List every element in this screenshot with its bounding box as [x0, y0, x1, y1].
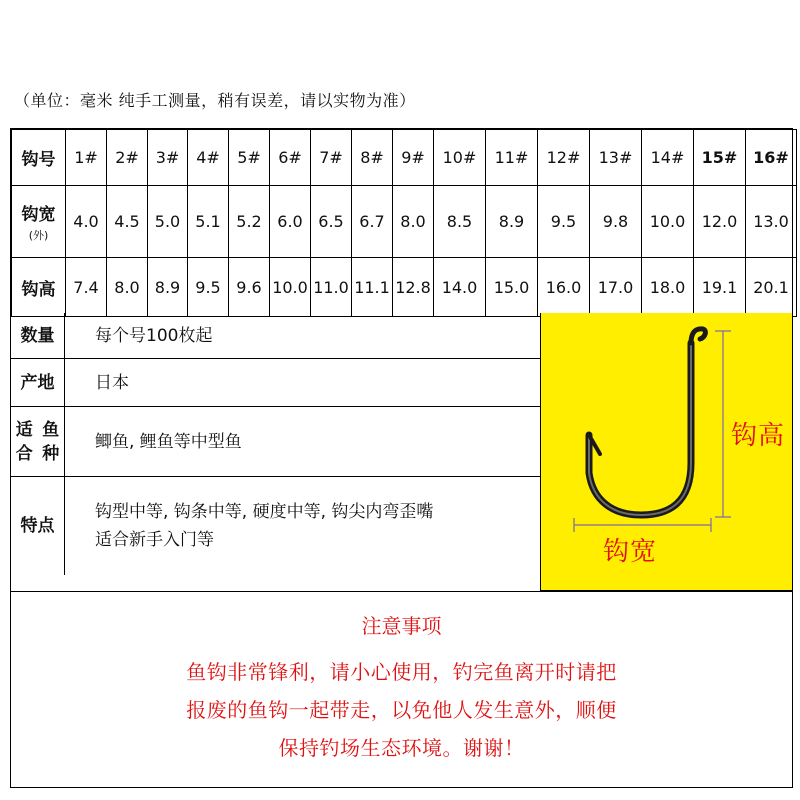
height-cell: 16.0: [538, 258, 590, 317]
size-cell: 12#: [538, 130, 590, 186]
quantity-row: [11, 313, 540, 359]
unit-note: （单位：毫米 纯手工测量，稍有误差，请以实物为准）: [14, 91, 416, 110]
notice-title: 注意事项: [361, 614, 442, 638]
fish-species-label: [11, 407, 65, 476]
features-line-1: 钩型中等, 钩条中等, 硬度中等, 钩尖内弯歪嘴: [95, 502, 434, 522]
quantity-value-text: 每个号100枚起: [95, 325, 213, 346]
width-cell: 5.0: [148, 186, 188, 258]
width-cell: 9.8: [590, 186, 642, 258]
fish-species-row: [11, 407, 540, 477]
width-row-header: [12, 186, 66, 258]
width-cell: 8.5: [434, 186, 486, 258]
height-cell: 9.5: [188, 258, 229, 317]
hook-shape: [589, 329, 705, 515]
height-cell: 12.8: [393, 258, 434, 317]
features-value: [95, 477, 433, 575]
features-row: [11, 477, 540, 575]
product-spec-sheet: [10, 128, 793, 788]
width-row: [12, 186, 797, 258]
size-cell: 6#: [270, 130, 311, 186]
height-cell: 20.1: [746, 258, 797, 317]
height-cell: 10.0: [270, 258, 311, 317]
origin-value: [95, 359, 129, 406]
quantity-label: 数量: [11, 313, 65, 358]
width-label: 钩宽: [21, 205, 56, 225]
height-cell: 17.0: [590, 258, 642, 317]
width-cell: 8.9: [486, 186, 538, 258]
width-cell: 13.0: [746, 186, 797, 258]
quantity-value: [95, 313, 212, 358]
size-cell: 11#: [486, 130, 538, 186]
hook-width-label: 钩宽: [603, 537, 658, 567]
height-cell: 11.0: [311, 258, 352, 317]
height-cell: 7.4: [66, 258, 107, 317]
size-cell: 15#: [694, 130, 746, 186]
width-cell: 4.0: [66, 186, 107, 258]
size-cell: 16#: [746, 130, 797, 186]
fish-species-label-line1: 适合: [15, 419, 33, 464]
size-row-header: 钩号: [12, 130, 66, 186]
height-cell: 8.9: [148, 258, 188, 317]
origin-row: [11, 359, 540, 407]
hook-diagram-panel: [540, 313, 792, 591]
size-cell: 9#: [393, 130, 434, 186]
size-cell: 2#: [107, 130, 148, 186]
width-cell: 10.0: [642, 186, 694, 258]
safety-notice: [11, 591, 792, 787]
features-label: 特点: [11, 477, 65, 575]
origin-label: 产地: [11, 359, 65, 406]
fish-species-label-line2: 鱼种: [42, 419, 60, 464]
width-cell: 9.5: [538, 186, 590, 258]
size-cell: 7#: [311, 130, 352, 186]
notice-line-3: 保持钓场生态环境。谢谢！: [278, 736, 525, 760]
height-cell: 14.0: [434, 258, 486, 317]
width-cell: 4.5: [107, 186, 148, 258]
width-cell: 5.2: [229, 186, 270, 258]
height-cell: 11.1: [352, 258, 393, 317]
width-cell: 12.0: [694, 186, 746, 258]
size-cell: 3#: [148, 130, 188, 186]
size-cell: 8#: [352, 130, 393, 186]
width-cell: 6.5: [311, 186, 352, 258]
hook-size-table: [11, 129, 797, 317]
features-line-2: 适合新手入门等: [95, 530, 214, 550]
hook-height-label: 钩高: [731, 421, 786, 451]
height-cell: 19.1: [694, 258, 746, 317]
size-cell: 1#: [66, 130, 107, 186]
width-cell: 6.7: [352, 186, 393, 258]
height-cell: 8.0: [107, 258, 148, 317]
product-info: [11, 313, 540, 575]
height-cell: 18.0: [642, 258, 694, 317]
notice-line-1: 鱼钩非常锋利，请小心使用，钓完鱼离开时请把: [186, 660, 617, 684]
hook-width-dimension: [574, 518, 711, 532]
width-cell: 5.1: [188, 186, 229, 258]
size-cell: 13#: [590, 130, 642, 186]
fish-species-value: [95, 407, 242, 476]
width-cell: 6.0: [270, 186, 311, 258]
size-cell: 5#: [229, 130, 270, 186]
width-sub-label: (外): [28, 229, 49, 242]
fish-hook-icon: [541, 313, 793, 591]
size-cell: 14#: [642, 130, 694, 186]
notice-line-2: 报废的鱼钩一起带走，以免他人发生意外，顺便: [186, 698, 617, 722]
origin-value-text: 日本: [95, 372, 129, 393]
height-row: [12, 258, 797, 317]
size-row: [12, 130, 797, 186]
size-cell: 10#: [434, 130, 486, 186]
fish-species-value-text: 鲫鱼, 鲤鱼等中型鱼: [95, 431, 242, 452]
size-cell: 4#: [188, 130, 229, 186]
width-cell: 8.0: [393, 186, 434, 258]
height-row-header: 钩高: [12, 258, 66, 317]
height-cell: 15.0: [486, 258, 538, 317]
hook-height-dimension: [715, 331, 731, 517]
height-cell: 9.6: [229, 258, 270, 317]
